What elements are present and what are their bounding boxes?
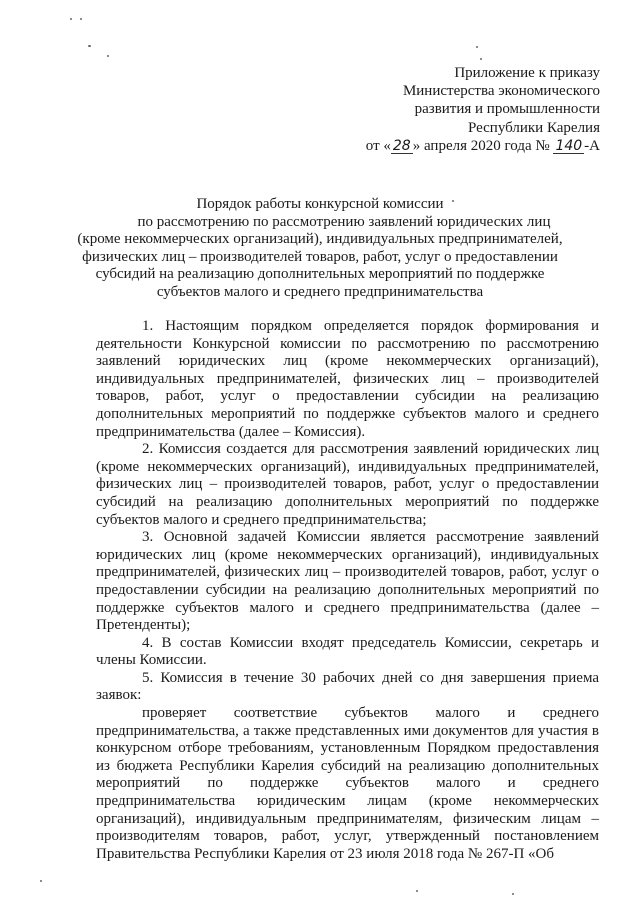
title-line-5: субсидий на реализацию дополнительных мероприятий по поддержке: [95, 266, 545, 283]
header-line-1: Приложение к приказу: [454, 65, 600, 81]
header-date-line: [300, 137, 600, 155]
scan-speck: [480, 58, 482, 60]
document-title: [40, 196, 600, 302]
title-line-1: Порядок работы конкурсной комиссии: [196, 196, 444, 212]
document-body: [96, 318, 599, 863]
date-middle: » апреля 2020 года №: [412, 137, 550, 154]
paragraph-2: 2. Комиссия создается для рассмотрения заявлений юридических лиц (кроме некоммерческих организаций), индивидуальных предпринимателей, физических лиц – производителей товаров, работ, услуг о предоставлении субсидий на реализацию дополнительных мероприятий по поддержке субъектов малого и среднего предпринимательства;: [96, 441, 599, 528]
title-line-2: по рассмотрению по рассмотрению заявлений юридических лиц: [137, 213, 551, 230]
title-line-3: (кроме некоммерческих организаций), индивидуальных предпринимателей,: [77, 231, 563, 248]
header-line-2: Министерства экономического: [402, 83, 600, 100]
number-suffix: -А: [584, 137, 600, 154]
scan-speck: [40, 880, 42, 882]
paragraph-5-item: проверяет соответствие субъектов малого и среднего предпринимательства, а также представленных ими документов для участия в конкурсном отборе требованиям, установленным Порядком предоставления из бюджета Республики Карелия субсидий на реализацию дополнительных мероприятий по поддержке субъектов малого и среднего предпринимательства юридическим лицам (кроме некоммерческих организаций), индивидуальным предпринимателям, физическим лицам – производителям товаров, работ, услуг, утвержденный постановлением Правительства Республики Карелия от 23 июля 2018 года № 267-П «Об: [96, 705, 599, 862]
title-line-6: субъектов малого и среднего предпринимательства: [156, 283, 484, 300]
paragraph-4: 4. В состав Комиссии входят председатель Комиссии, секретарь и члены Комиссии.: [96, 634, 599, 669]
header-line-3: развития и промышленности: [414, 101, 600, 118]
paragraph-1: 1. Настоящим порядком определяется порядок формирования и деятельности Конкурсной комиссии по рассмотрению по рассмотрению заявлений юридических лиц (кроме некоммерческих организаций), индивидуальных предпринимателей, физических лиц – производителей товаров, работ, услуг о предоставлении субсидии на реализацию дополнительных мероприятий по поддержке субъектов малого и среднего предпринимательства (далее – Комиссия).: [96, 318, 599, 440]
handwritten-number: 140: [555, 137, 583, 154]
date-prefix: от «: [365, 137, 391, 154]
scan-speck: [476, 46, 478, 48]
title-line-4: физических лиц – производителей товаров, работ, услуг о предоставлении: [82, 248, 558, 265]
handwritten-day: 28: [392, 137, 411, 154]
paragraph-3: 3. Основной задачей Комиссии является рассмотрение заявлений юридических лиц (кроме некоммерческих организаций), индивидуальных предпринимателей, физических лиц – производителей товаров, работ, услуг о предоставлении субсидии на реализацию дополнительных мероприятий по поддержке субъектов малого и среднего предпринимательства (далее – Претенденты);: [96, 529, 599, 634]
scan-speck: [80, 18, 82, 20]
paragraph-5: 5. Комиссия в течение 30 рабочих дней со дня завершения приема заявок:: [96, 669, 599, 704]
scan-speck: [107, 55, 109, 57]
header-line-4: Республики Карелия: [467, 119, 600, 136]
attachment-header: [300, 64, 600, 155]
scan-speck: [88, 45, 91, 47]
scan-speck: [416, 890, 418, 892]
scan-speck: [512, 893, 514, 895]
scan-speck: [70, 18, 72, 20]
